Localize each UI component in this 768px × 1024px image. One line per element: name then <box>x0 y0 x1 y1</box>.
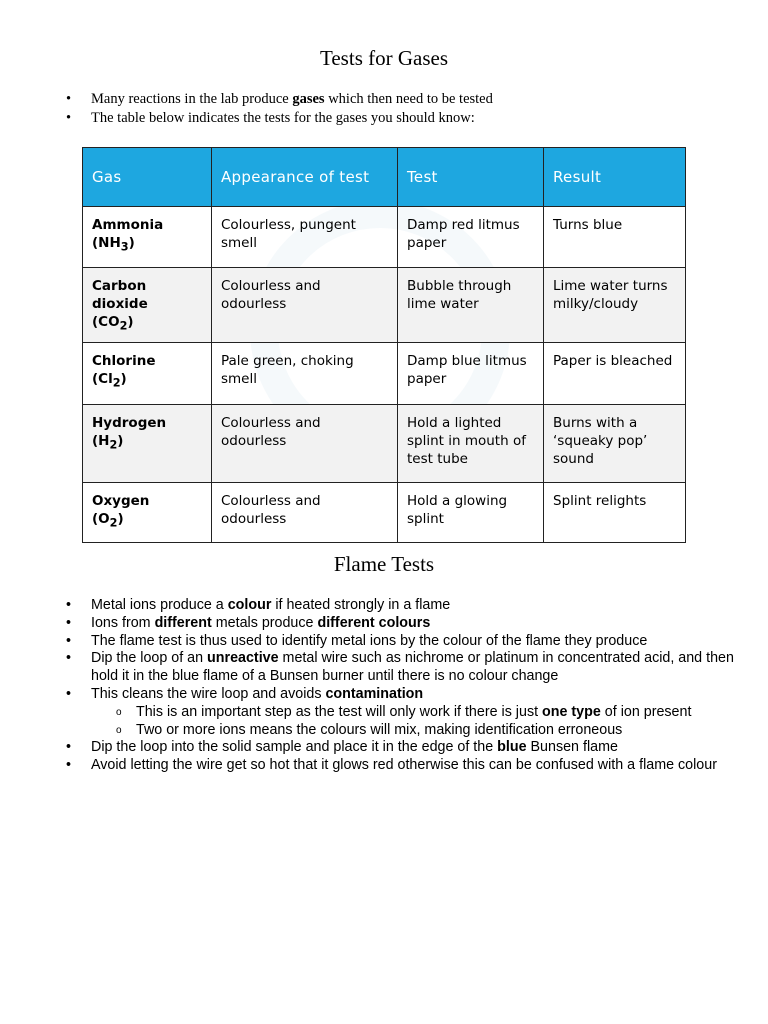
list-item: • Avoid letting the wire get so hot that it glows red otherwise this can be confused with a flame colour <box>66 757 736 775</box>
list-item: • The flame test is thus used to identify metal ions by the colour of the flame they produce <box>66 633 736 651</box>
table-row <box>83 268 686 343</box>
gas-tests-table <box>82 147 686 543</box>
test-cell: Hold a lighted splint in mouth of test tube <box>398 404 544 482</box>
appearance-cell: Pale green, choking smell <box>212 342 398 404</box>
gas-cell: Chlorine $(Cl_2)$ <box>83 342 212 404</box>
section-title: Flame Tests <box>333 552 435 576</box>
table-header-row <box>83 148 686 207</box>
gas-cell: Ammonia $(NH_3)$ <box>83 207 212 268</box>
page-title: Tests for Gases <box>320 46 448 70</box>
list-item: • This cleans the wire loop and avoids contamination o This is an important step as the test will only work if there is just one type of ion present o Two or more ions means the colours will mix, making identification erroneous <box>66 686 736 739</box>
test-cell: Hold a glowing splint <box>398 482 544 542</box>
header-gas: Gas <box>83 148 212 207</box>
table-row <box>83 482 686 542</box>
sub-list-item: o This is an important step as the test will only work if there is just one type of ion present <box>91 704 736 722</box>
table-row <box>83 207 686 268</box>
list-item: • The table below indicates the tests for the gases you should know: <box>66 109 493 128</box>
result-cell: Burns with a ‘squeaky pop’ sound <box>544 404 686 482</box>
sub-list-item: o Two or more ions means the colours will mix, making identification erroneous <box>91 722 736 740</box>
gas-cell: Oxygen $(O_2)$ <box>83 482 212 542</box>
appearance-cell: Colourless and odourless <box>212 482 398 542</box>
list-item: • Ions from different metals produce different colours <box>66 615 736 633</box>
header-result: Result <box>544 148 686 207</box>
test-cell: Damp red litmus paper <box>398 207 544 268</box>
appearance-cell: Colourless and odourless <box>212 404 398 482</box>
table-row <box>83 342 686 404</box>
intro-list <box>66 90 493 128</box>
list-item: • Dip the loop into the solid sample and place it in the edge of the blue Bunsen flame <box>66 739 736 757</box>
header-appearance: Appearance of test <box>212 148 398 207</box>
table-row <box>83 404 686 482</box>
appearance-cell: Colourless and odourless <box>212 268 398 343</box>
list-item: • Metal ions produce a colour if heated strongly in a flame <box>66 597 736 615</box>
list-item: • Many reactions in the lab produce gases which then need to be tested <box>66 90 493 109</box>
list-item: • Dip the loop of an unreactive metal wire such as nichrome or platinum in concentrated acid, and then hold it in the blue flame of a Bunsen burner until there is no colour change <box>66 650 736 686</box>
gas-cell: Hydrogen $(H_2)$ <box>83 404 212 482</box>
result-cell: Lime water turns milky/cloudy <box>544 268 686 343</box>
header-test: Test <box>398 148 544 207</box>
appearance-cell: Colourless, pungent smell <box>212 207 398 268</box>
result-cell: Splint relights <box>544 482 686 542</box>
sub-list <box>91 704 736 740</box>
result-cell: Paper is bleached <box>544 342 686 404</box>
test-cell: Damp blue litmus paper <box>398 342 544 404</box>
gas-cell: Carbon dioxide $(CO_2)$ <box>83 268 212 343</box>
flame-tests-list <box>66 597 736 775</box>
result-cell: Turns blue <box>544 207 686 268</box>
test-cell: Bubble through lime water <box>398 268 544 343</box>
